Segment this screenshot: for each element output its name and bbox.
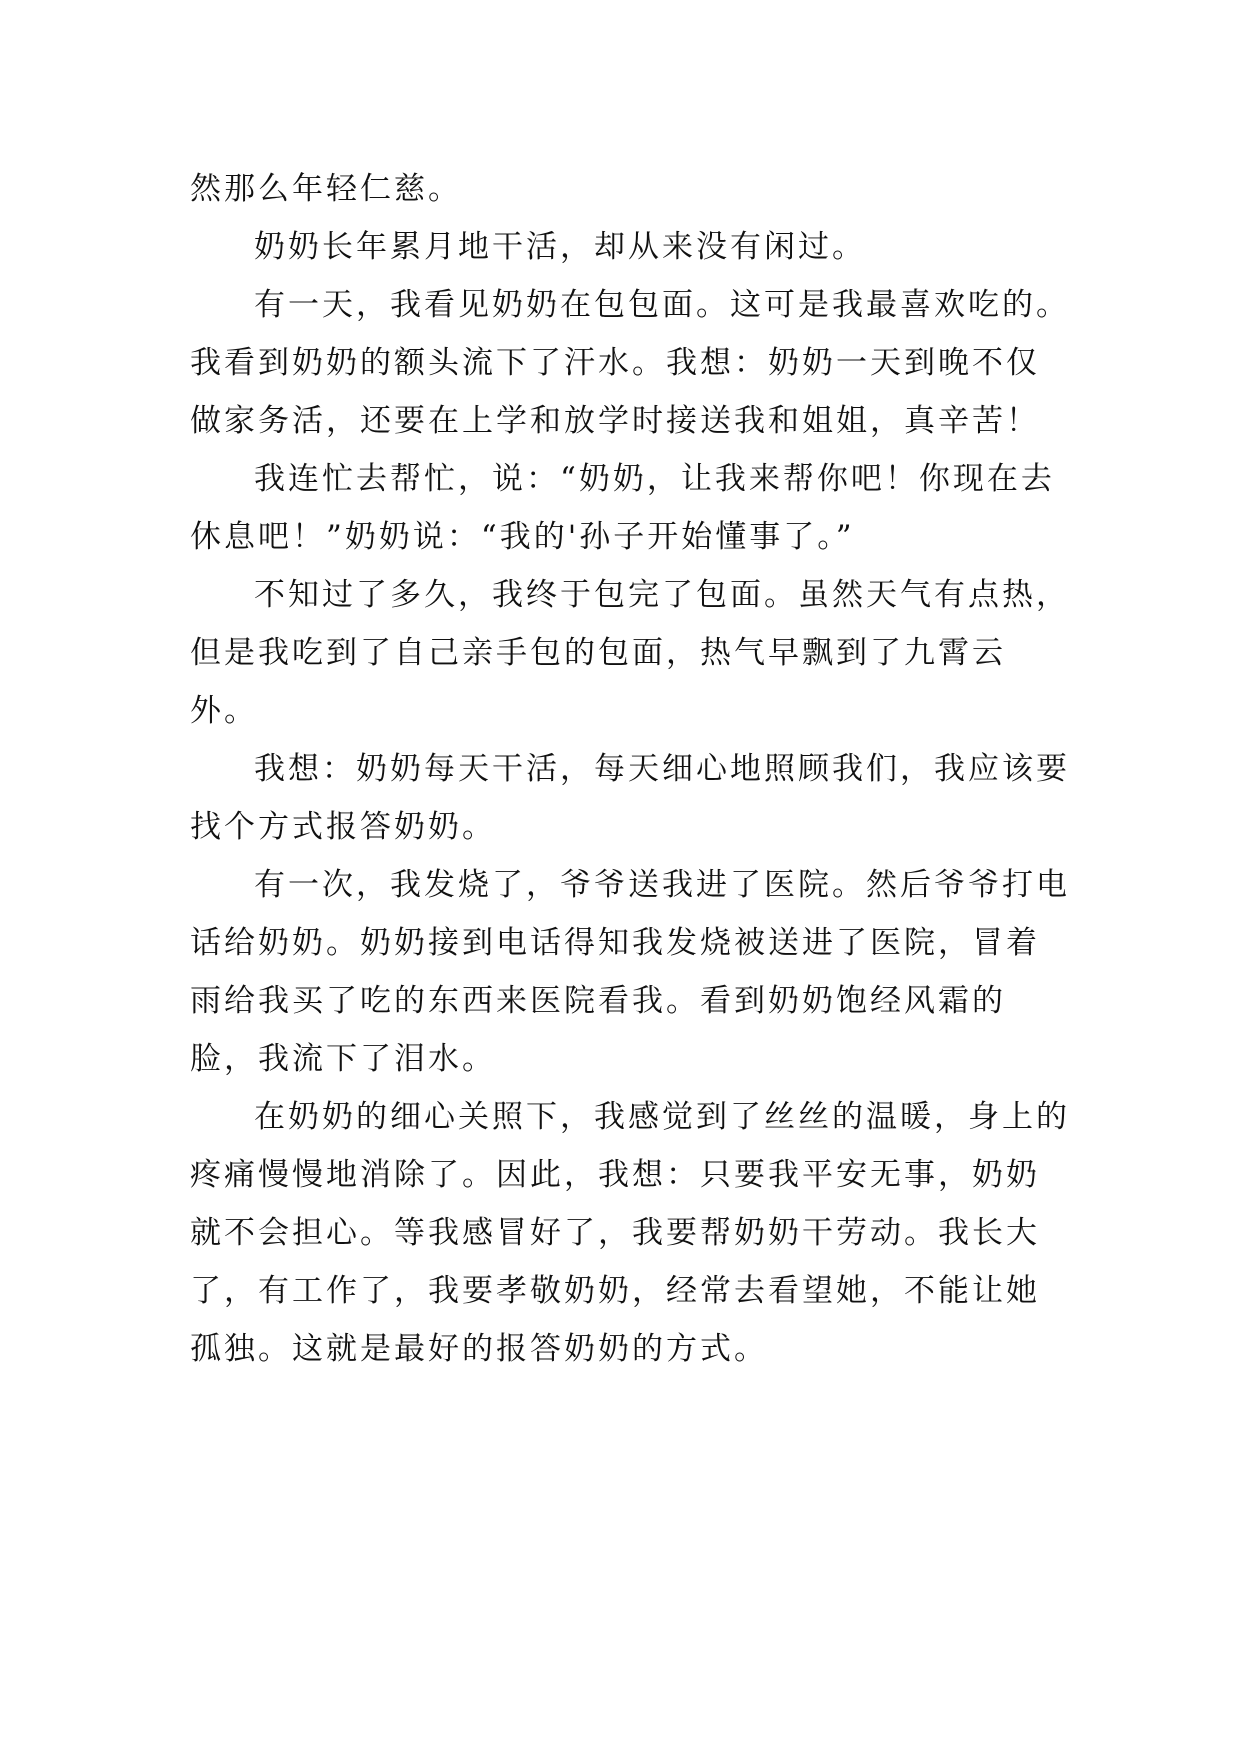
paragraph: 有一天，我看见奶奶在包包面。这可是我最喜欢吃的。我看到奶奶的额头流下了汗水。我想：奶奶一天到晚不仅做家务活，还要在上学和放学时接送我和姐姐，真辛苦！ xyxy=(190,287,1070,439)
paragraph: 不知过了多久，我终于包完了包面。虽然天气有点热，但是我吃到了自己亲手包的包面，热气早飘到了九霄云外。 xyxy=(190,577,1070,729)
document-body xyxy=(190,160,1070,1378)
paragraph: 奶奶长年累月地干活，却从来没有闲过。 xyxy=(254,229,866,265)
paragraph: 我想：奶奶每天干活，每天细心地照顾我们，我应该要找个方式报答奶奶。 xyxy=(190,751,1070,845)
paragraph: 有一次，我发烧了，爷爷送我进了医院。然后爷爷打电话给奶奶。奶奶接到电话得知我发烧被送进了医院，冒着雨给我买了吃的东西来医院看我。看到奶奶饱经风霜的脸，我流下了泪水。 xyxy=(190,867,1070,1077)
paragraph: 然那么年轻仁慈。 xyxy=(190,171,462,207)
paragraph: 我连忙去帮忙，说：“奶奶，让我来帮你吧！你现在去休息吧！”奶奶说：“我的'孙子开始懂事了。” xyxy=(190,461,1055,555)
paragraph: 在奶奶的细心关照下，我感觉到了丝丝的温暖，身上的疼痛慢慢地消除了。因此，我想：只要我平安无事，奶奶就不会担心。等我感冒好了，我要帮奶奶干劳动。我长大了，有工作了，我要孝敬奶奶，经常去看望她，不能让她孤独。这就是最好的报答奶奶的方式。 xyxy=(190,1099,1070,1367)
